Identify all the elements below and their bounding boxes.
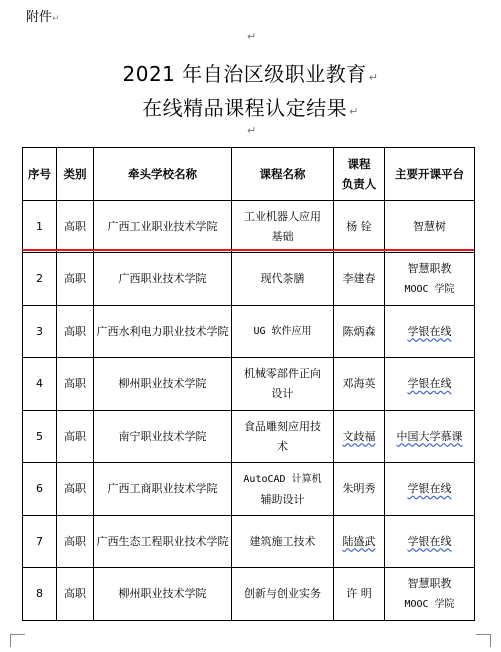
annex-label: 附件↵ [26, 10, 60, 25]
table-row [23, 201, 475, 253]
cell-type: 高职 [57, 411, 94, 463]
cell-leader: 陈炳森 [334, 306, 385, 358]
cell-course: AutoCAD 计算机 辅助设计 [232, 463, 334, 516]
cell-leader: 李建春 [334, 253, 385, 306]
cell-no: 4 [23, 358, 57, 411]
cell-course: 食品雕刻应用技 术 [232, 411, 334, 463]
cell-leader: 朱明秀 [334, 463, 385, 516]
title-line-1: 2021 年自治区级职业教育 ↵ [122, 62, 379, 86]
table-row [23, 516, 475, 568]
results-table [22, 147, 475, 621]
cell-no: 2 [23, 253, 57, 306]
table-row [23, 568, 475, 621]
table-header-row [23, 148, 475, 201]
table-row [23, 463, 475, 516]
header-school: 牵头学校名称 [94, 148, 232, 201]
header-leader: 课程 负责人 [334, 148, 385, 201]
cell-no: 8 [23, 568, 57, 621]
page-corner-marker [476, 634, 491, 647]
cell-no: 3 [23, 306, 57, 358]
cell-course: 建筑施工技术 [232, 516, 334, 568]
cell-leader: 陆盛武 [334, 516, 385, 568]
cell-course: 工业机器人应用 基础 [232, 201, 334, 253]
cell-platform: 学银在线 [385, 358, 475, 411]
cell-platform: 智慧职教 MOOC 学院 [385, 568, 475, 621]
cell-type: 高职 [57, 358, 94, 411]
cell-school: 广西工业职业技术学院 [94, 201, 232, 253]
empty-paragraph-mark: ↵ [247, 30, 257, 43]
header-platform: 主要开课平台 [385, 148, 475, 201]
cell-no: 5 [23, 411, 57, 463]
cell-platform: 学银在线 [385, 516, 475, 568]
cell-course: UG 软件应用 [232, 306, 334, 358]
cell-platform: 智慧职教 MOOC 学院 [385, 253, 475, 306]
empty-paragraph-mark: ↵ [247, 124, 257, 137]
paragraph-mark: ↵ [52, 14, 60, 24]
cell-course: 机械零部件正向 设计 [232, 358, 334, 411]
cell-leader: 许 明 [334, 568, 385, 621]
cell-type: 高职 [57, 253, 94, 306]
cell-school: 广西生态工程职业技术学院 [94, 516, 232, 568]
cell-type: 高职 [57, 568, 94, 621]
cell-school: 广西职业技术学院 [94, 253, 232, 306]
page-corner-marker [10, 634, 25, 647]
cell-platform: 学银在线 [385, 463, 475, 516]
cell-no: 7 [23, 516, 57, 568]
cell-leader: 文歧福 [334, 411, 385, 463]
cell-leader: 邓海英 [334, 358, 385, 411]
cell-no: 1 [23, 201, 57, 253]
cell-school: 广西水利电力职业技术学院 [94, 306, 232, 358]
cell-type: 高职 [57, 306, 94, 358]
cell-platform: 智慧树 [385, 201, 475, 253]
red-underline-mark [22, 249, 474, 251]
paragraph-mark: ↵ [368, 71, 379, 84]
table-row [23, 253, 475, 306]
header-no: 序号 [23, 148, 57, 201]
cell-course: 现代茶膳 [232, 253, 334, 306]
cell-school: 柳州职业技术学院 [94, 358, 232, 411]
cell-school: 柳州职业技术学院 [94, 568, 232, 621]
header-course: 课程名称 [232, 148, 334, 201]
title-line-2: 在线精品课程认定结果 ↵ [142, 96, 359, 120]
cell-platform: 中国大学慕课 [385, 411, 475, 463]
cell-type: 高职 [57, 201, 94, 253]
cell-platform: 学银在线 [385, 306, 475, 358]
cell-type: 高职 [57, 463, 94, 516]
cell-no: 6 [23, 463, 57, 516]
cell-school: 广西工商职业技术学院 [94, 463, 232, 516]
cell-type: 高职 [57, 516, 94, 568]
paragraph-mark: ↵ [349, 105, 359, 118]
cell-school: 南宁职业技术学院 [94, 411, 232, 463]
table-row [23, 411, 475, 463]
header-type: 类别 [57, 148, 94, 201]
cell-course: 创新与创业实务 [232, 568, 334, 621]
table-row [23, 306, 475, 358]
table-row [23, 358, 475, 411]
cell-leader: 杨 铨 [334, 201, 385, 253]
